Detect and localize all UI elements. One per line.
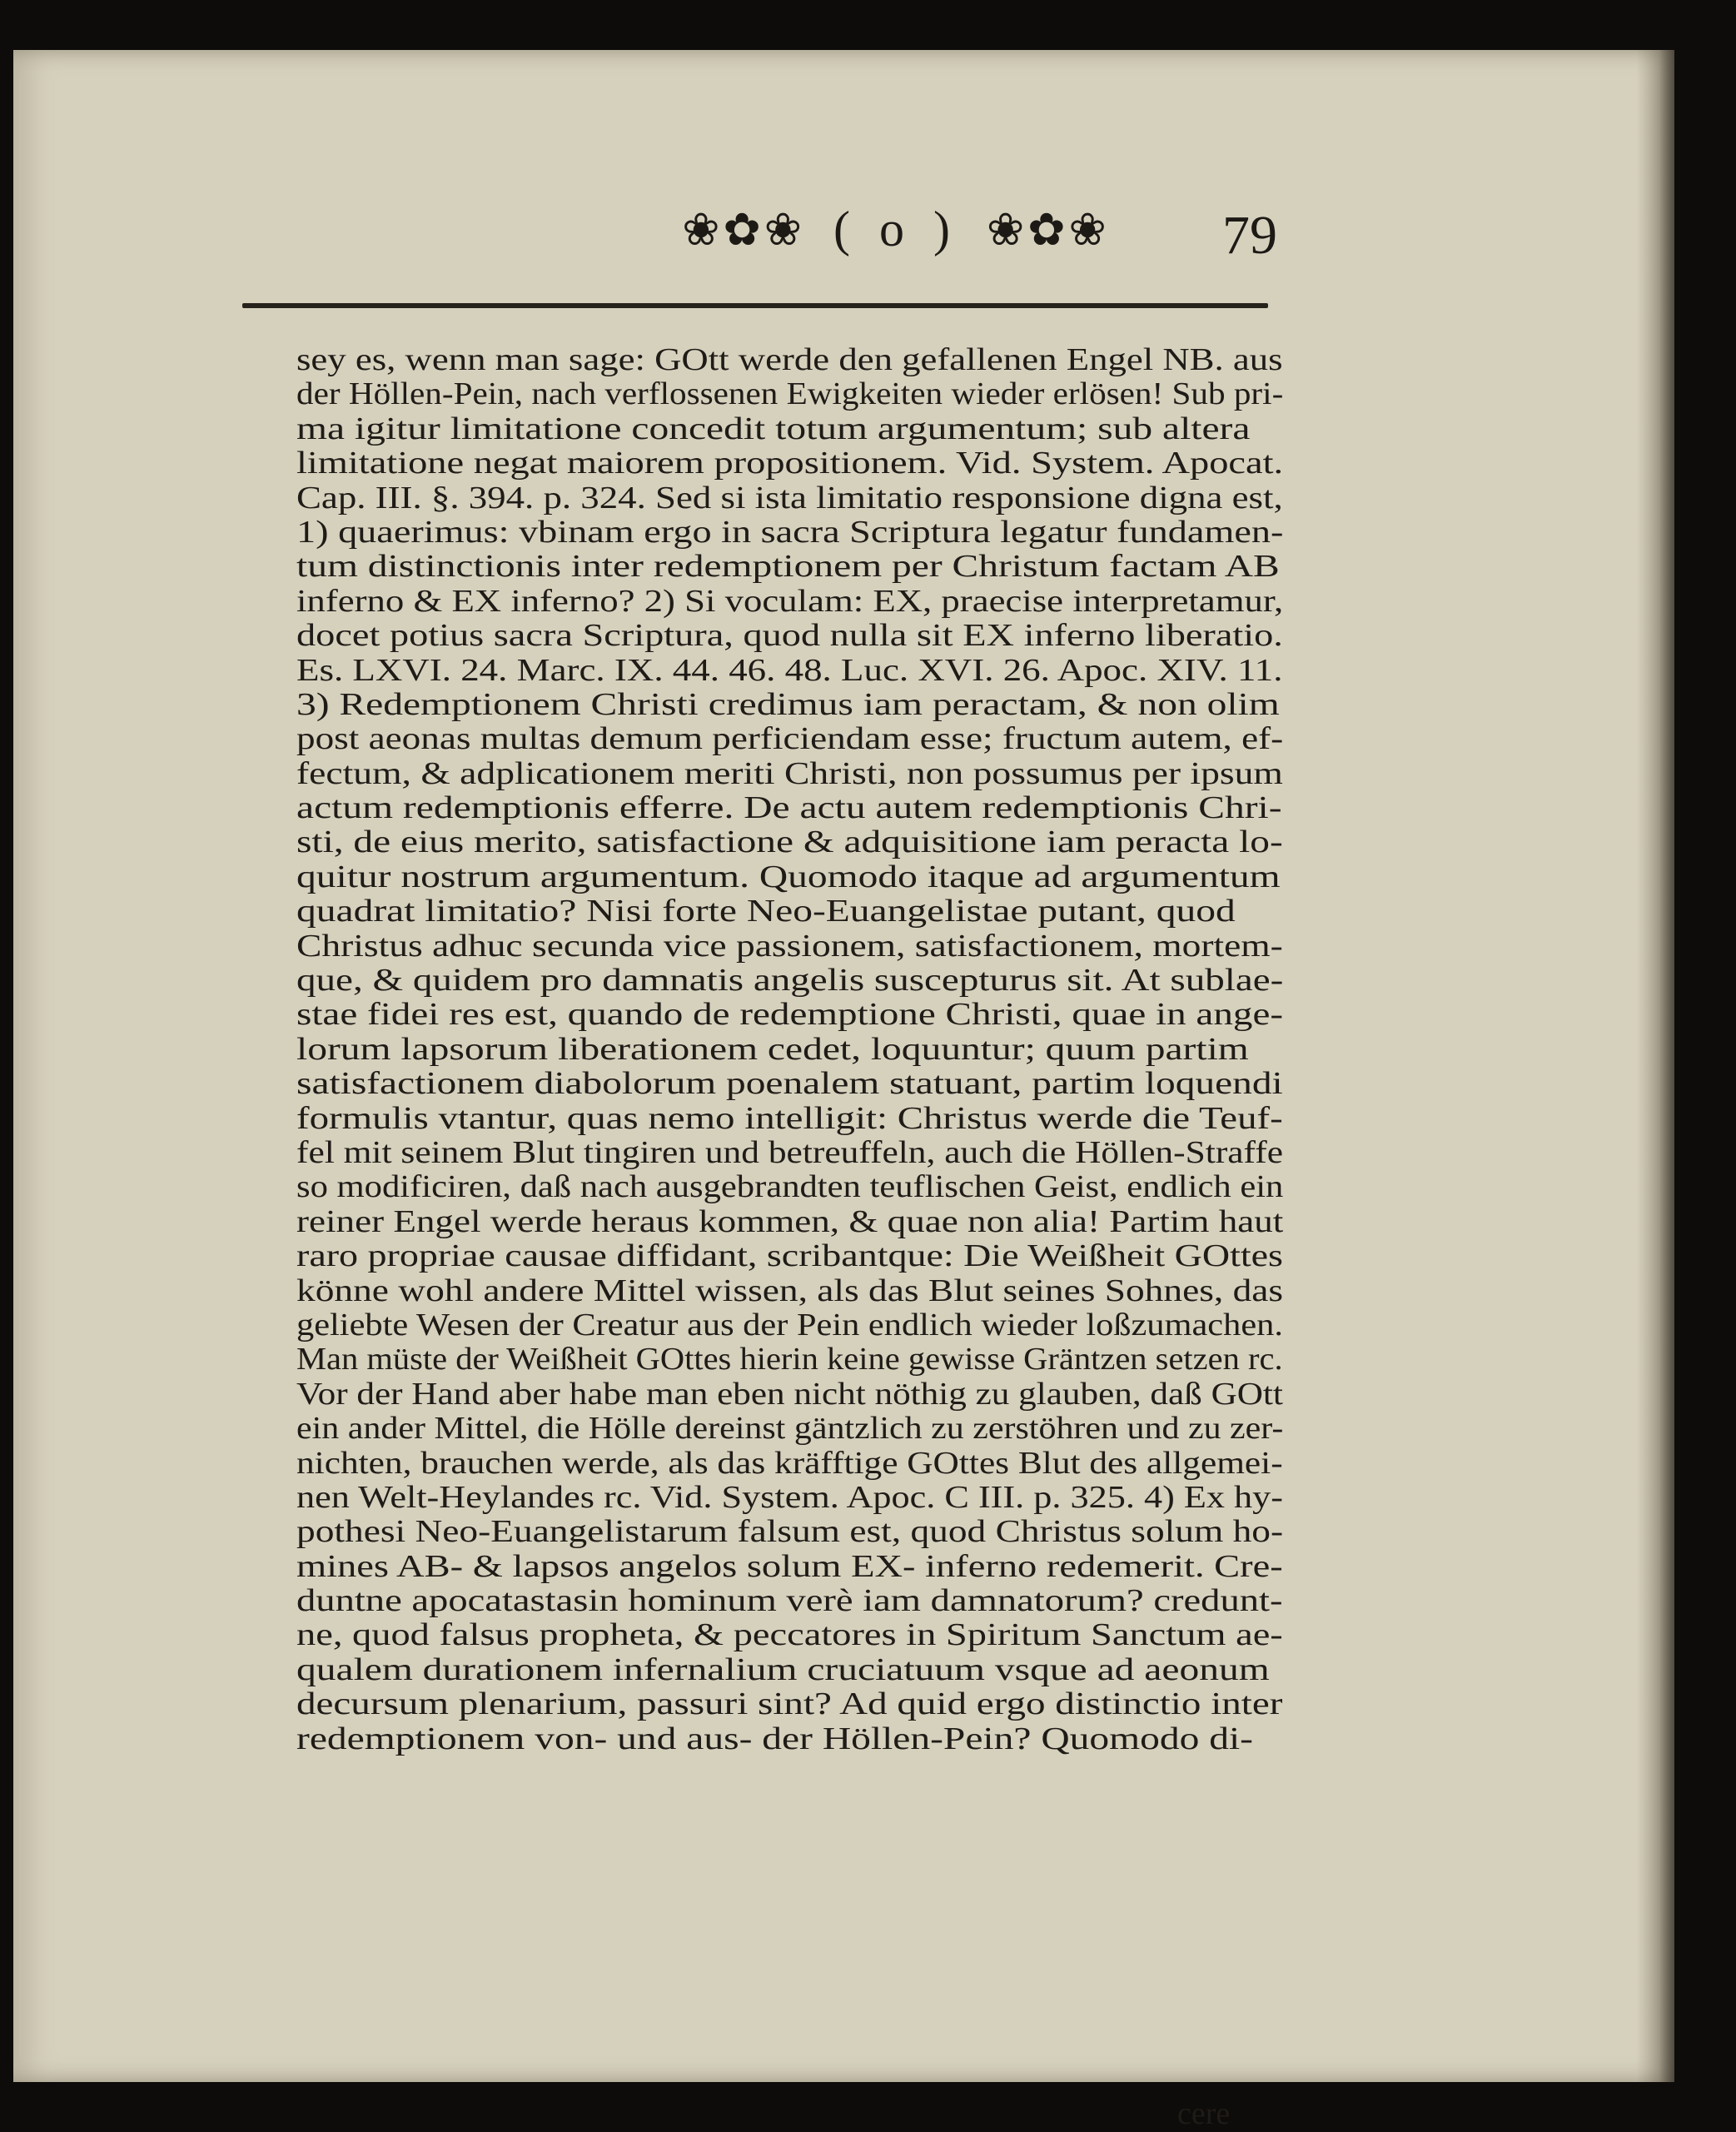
text-line: der Höllen-Pein, nach verflossenen Ewigkeiten wieder erlösen! Sub pri- <box>296 376 1284 412</box>
header-mark: ( o ) <box>833 201 958 257</box>
text-line: sey es, wenn man sage: GOtt werde den gefallenen Engel NB. aus <box>296 342 1283 377</box>
text-line: sti, de eius merito, satisfactione & adquisitione iam peracta lo- <box>296 824 1283 860</box>
text-line: duntne apocatastasin hominum verè iam damnatorum? credunt- <box>296 1583 1283 1619</box>
text-line: reiner Engel werde heraus kommen, & quae non alia! Partim haut <box>296 1203 1284 1239</box>
text-line: Man müste der Weißheit GOttes hierin keine gewisse Gräntzen setzen rc. <box>296 1342 1283 1377</box>
text-line: Christus adhuc secunda vice passionem, satisfactionem, mortem- <box>296 928 1283 964</box>
text-line: quitur nostrum argumentum. Quomodo itaque ad argumentum <box>296 859 1281 894</box>
body-text <box>296 343 1283 1756</box>
text-line: actum redemptionis efferre. De actu autem redemptionis Chri- <box>296 790 1282 826</box>
text-line: stae fidei res est, quando de redemptione Christi, quae in ange- <box>296 997 1284 1033</box>
text-line: raro propriae causae diffidant, scribantque: Die Weißheit GOttes <box>296 1238 1283 1274</box>
text-line: nen Welt-Heylandes rc. Vid. System. Apoc. C III. p. 325. 4) Ex hy- <box>296 1479 1284 1515</box>
text-line: Cap. III. §. 394. p. 324. Sed si ista limitatio responsione digna est, <box>296 480 1283 516</box>
text-line: geliebte Wesen der Creatur aus der Pein endlich wieder loßzumachen. <box>296 1307 1283 1342</box>
text-line: inferno & EX inferno? 2) Si voculam: EX, praecise interpretamur, <box>296 583 1284 619</box>
text-line: lorum lapsorum liberationem cedet, loquuntur; quum partim <box>296 1031 1249 1067</box>
header-rule <box>242 303 1268 308</box>
text-line: qualem durationem infernalium cruciatuum vsque ad aeonum <box>296 1651 1270 1687</box>
text-line: Vor der Hand aber habe man eben nicht nöthig zu glauben, daß GOtt <box>296 1376 1283 1412</box>
text-line: tum distinctionis inter redemptionem per Christum factam AB <box>296 549 1280 585</box>
text-line: decursum plenarium, passuri sint? Ad quid ergo distinctio inter <box>296 1686 1283 1722</box>
book-page <box>13 50 1674 2131</box>
page-number: 79 <box>1222 205 1277 266</box>
text-line: limitatione negat maiorem propositionem. Vid. System. Apocat. <box>296 446 1284 481</box>
left-ornament: ❀✿❀ <box>682 202 806 256</box>
text-line: pothesi Neo-Euangelistarum falsum est, quod Christus solum ho- <box>296 1514 1284 1550</box>
text-line: satisfactionem diabolorum poenalem statuant, partim loquendi <box>296 1066 1283 1102</box>
text-line: könne wohl andere Mittel wissen, als das Blut seines Sohnes, das <box>296 1273 1284 1308</box>
text-line: Es. LXVI. 24. Marc. IX. 44. 46. 48. Luc. XVI. 26. Apoc. XIV. 11. <box>296 652 1283 688</box>
text-line: mines AB- & lapsos angelos solum EX- inferno redemerit. Cre- <box>296 1548 1283 1584</box>
text-line: nichten, brauchen werde, als das kräfftige GOttes Blut des allgemei- <box>296 1445 1283 1481</box>
text-line: 1) quaerimus: vbinam ergo in sacra Scriptura legatur fundamen- <box>296 514 1284 550</box>
text-line: post aeonas multas demum perficiendam esse; fructum autem, ef- <box>296 721 1284 757</box>
text-line: ne, quod falsus propheta, & peccatores in Spiritum Sanctum ae- <box>296 1617 1283 1653</box>
text-line: formulis vtantur, quas nemo intelligit: Christus werde die Teuf- <box>296 1100 1283 1136</box>
text-line: ma igitur limitatione concedit totum argumentum; sub altera <box>296 411 1251 446</box>
right-ornament: ❀✿❀ <box>986 202 1110 256</box>
running-header <box>555 192 1237 266</box>
catchword: cere <box>1177 2096 1231 2131</box>
text-line: que, & quidem pro damnatis angelis suscepturus sit. At sublae- <box>296 963 1284 999</box>
text-line: ein ander Mittel, die Hölle dereinst gäntzlich zu zerstöhren und zu zer- <box>296 1411 1284 1447</box>
text-line: fectum, & adplicationem meriti Christi, non possumus per ipsum <box>296 755 1283 791</box>
text-line: 3) Redemptionem Christi credimus iam peractam, & non olim <box>296 686 1280 722</box>
text-line: redemptionem von- und aus- der Höllen-Pein? Quomodo di- <box>296 1721 1253 1756</box>
text-line: so modificiren, daß nach ausgebrandten teuflischen Geist, endlich ein <box>296 1169 1284 1205</box>
page-edge-shadow <box>1636 50 1674 2082</box>
text-line: docet potius sacra Scriptura, quod nulla sit EX inferno liberatio. <box>296 618 1283 654</box>
text-line: quadrat limitatio? Nisi forte Neo-Euangelistae putant, quod <box>296 894 1236 929</box>
text-line: fel mit seinem Blut tingiren und betreuffeln, auch die Höllen-Straffe <box>296 1134 1283 1170</box>
